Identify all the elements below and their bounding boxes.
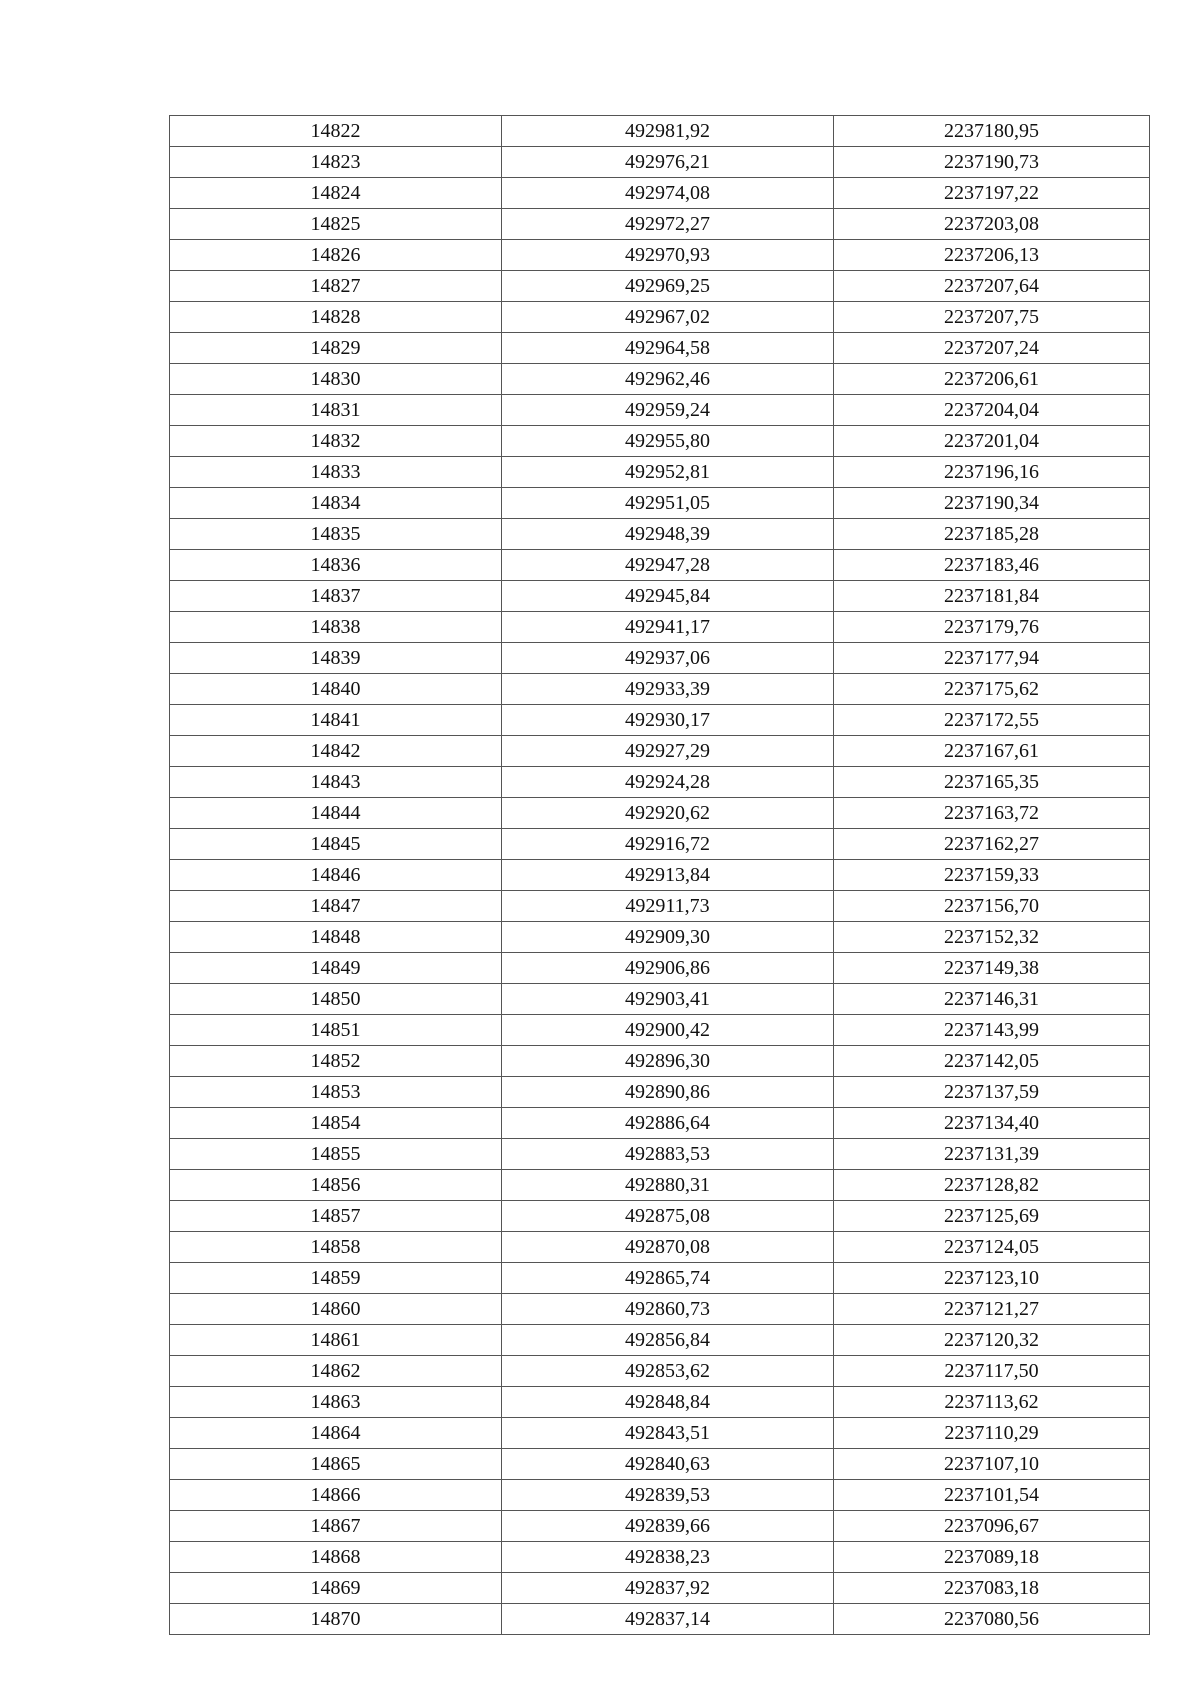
point-number-cell: 14832	[170, 426, 502, 457]
point-number-cell: 14823	[170, 147, 502, 178]
x-coordinate-cell: 492945,84	[502, 581, 834, 612]
y-coordinate-cell: 2237149,38	[834, 953, 1150, 984]
x-coordinate-cell: 492916,72	[502, 829, 834, 860]
table-row	[170, 643, 1150, 674]
point-number-cell: 14864	[170, 1418, 502, 1449]
x-coordinate-cell: 492937,06	[502, 643, 834, 674]
point-number-cell: 14829	[170, 333, 502, 364]
table-row	[170, 705, 1150, 736]
table-row	[170, 1604, 1150, 1635]
table-row	[170, 767, 1150, 798]
point-number-cell: 14865	[170, 1449, 502, 1480]
table-row	[170, 1015, 1150, 1046]
y-coordinate-cell: 2237143,99	[834, 1015, 1150, 1046]
x-coordinate-cell: 492840,63	[502, 1449, 834, 1480]
y-coordinate-cell: 2237181,84	[834, 581, 1150, 612]
table-row	[170, 674, 1150, 705]
point-number-cell: 14839	[170, 643, 502, 674]
y-coordinate-cell: 2237146,31	[834, 984, 1150, 1015]
point-number-cell: 14859	[170, 1263, 502, 1294]
x-coordinate-cell: 492955,80	[502, 426, 834, 457]
table-row	[170, 240, 1150, 271]
table-row	[170, 922, 1150, 953]
y-coordinate-cell: 2237120,32	[834, 1325, 1150, 1356]
point-number-cell: 14870	[170, 1604, 502, 1635]
y-coordinate-cell: 2237203,08	[834, 209, 1150, 240]
point-number-cell: 14846	[170, 860, 502, 891]
point-number-cell: 14835	[170, 519, 502, 550]
x-coordinate-cell: 492838,23	[502, 1542, 834, 1573]
table-row	[170, 426, 1150, 457]
point-number-cell: 14861	[170, 1325, 502, 1356]
table-row	[170, 612, 1150, 643]
point-number-cell: 14834	[170, 488, 502, 519]
y-coordinate-cell: 2237096,67	[834, 1511, 1150, 1542]
point-number-cell: 14849	[170, 953, 502, 984]
point-number-cell: 14841	[170, 705, 502, 736]
x-coordinate-cell: 492959,24	[502, 395, 834, 426]
y-coordinate-cell: 2237110,29	[834, 1418, 1150, 1449]
x-coordinate-cell: 492947,28	[502, 550, 834, 581]
x-coordinate-cell: 492951,05	[502, 488, 834, 519]
x-coordinate-cell: 492906,86	[502, 953, 834, 984]
y-coordinate-cell: 2237196,16	[834, 457, 1150, 488]
y-coordinate-cell: 2237080,56	[834, 1604, 1150, 1635]
point-number-cell: 14853	[170, 1077, 502, 1108]
x-coordinate-cell: 492883,53	[502, 1139, 834, 1170]
y-coordinate-cell: 2237175,62	[834, 674, 1150, 705]
point-number-cell: 14843	[170, 767, 502, 798]
point-number-cell: 14868	[170, 1542, 502, 1573]
table-row	[170, 1263, 1150, 1294]
x-coordinate-cell: 492890,86	[502, 1077, 834, 1108]
table-row	[170, 1232, 1150, 1263]
table-row	[170, 1325, 1150, 1356]
y-coordinate-cell: 2237083,18	[834, 1573, 1150, 1604]
table-row	[170, 1139, 1150, 1170]
point-number-cell: 14869	[170, 1573, 502, 1604]
y-coordinate-cell: 2237134,40	[834, 1108, 1150, 1139]
point-number-cell: 14857	[170, 1201, 502, 1232]
table-row	[170, 1542, 1150, 1573]
x-coordinate-cell: 492967,02	[502, 302, 834, 333]
y-coordinate-cell: 2237206,61	[834, 364, 1150, 395]
table-row	[170, 519, 1150, 550]
y-coordinate-cell: 2237183,46	[834, 550, 1150, 581]
point-number-cell: 14831	[170, 395, 502, 426]
point-number-cell: 14863	[170, 1387, 502, 1418]
x-coordinate-cell: 492969,25	[502, 271, 834, 302]
x-coordinate-cell: 492853,62	[502, 1356, 834, 1387]
x-coordinate-cell: 492974,08	[502, 178, 834, 209]
point-number-cell: 14848	[170, 922, 502, 953]
y-coordinate-cell: 2237128,82	[834, 1170, 1150, 1201]
point-number-cell: 14860	[170, 1294, 502, 1325]
table-row	[170, 1480, 1150, 1511]
x-coordinate-cell: 492941,17	[502, 612, 834, 643]
point-number-cell: 14856	[170, 1170, 502, 1201]
y-coordinate-cell: 2237152,32	[834, 922, 1150, 953]
point-number-cell: 14842	[170, 736, 502, 767]
y-coordinate-cell: 2237207,64	[834, 271, 1150, 302]
table-row	[170, 1511, 1150, 1542]
x-coordinate-cell: 492903,41	[502, 984, 834, 1015]
y-coordinate-cell: 2237172,55	[834, 705, 1150, 736]
table-row	[170, 798, 1150, 829]
y-coordinate-cell: 2237179,76	[834, 612, 1150, 643]
y-coordinate-cell: 2237201,04	[834, 426, 1150, 457]
y-coordinate-cell: 2237207,75	[834, 302, 1150, 333]
x-coordinate-cell: 492839,53	[502, 1480, 834, 1511]
table-row	[170, 271, 1150, 302]
x-coordinate-cell: 492981,92	[502, 116, 834, 147]
x-coordinate-cell: 492920,62	[502, 798, 834, 829]
table-row	[170, 1387, 1150, 1418]
y-coordinate-cell: 2237125,69	[834, 1201, 1150, 1232]
x-coordinate-cell: 492927,29	[502, 736, 834, 767]
table-row	[170, 1418, 1150, 1449]
y-coordinate-cell: 2237177,94	[834, 643, 1150, 674]
y-coordinate-cell: 2237156,70	[834, 891, 1150, 922]
point-number-cell: 14827	[170, 271, 502, 302]
table-row	[170, 333, 1150, 364]
table-row	[170, 395, 1150, 426]
y-coordinate-cell: 2237123,10	[834, 1263, 1150, 1294]
y-coordinate-cell: 2237206,13	[834, 240, 1150, 271]
point-number-cell: 14867	[170, 1511, 502, 1542]
table-row	[170, 302, 1150, 333]
table-row	[170, 457, 1150, 488]
y-coordinate-cell: 2237190,34	[834, 488, 1150, 519]
point-number-cell: 14851	[170, 1015, 502, 1046]
coordinates-table	[169, 115, 1150, 1635]
x-coordinate-cell: 492900,42	[502, 1015, 834, 1046]
point-number-cell: 14852	[170, 1046, 502, 1077]
table-row	[170, 891, 1150, 922]
table-row	[170, 116, 1150, 147]
table-row	[170, 1201, 1150, 1232]
x-coordinate-cell: 492962,46	[502, 364, 834, 395]
table-row	[170, 209, 1150, 240]
x-coordinate-cell: 492837,92	[502, 1573, 834, 1604]
table-row	[170, 1077, 1150, 1108]
point-number-cell: 14837	[170, 581, 502, 612]
y-coordinate-cell: 2237124,05	[834, 1232, 1150, 1263]
point-number-cell: 14836	[170, 550, 502, 581]
point-number-cell: 14828	[170, 302, 502, 333]
point-number-cell: 14838	[170, 612, 502, 643]
point-number-cell: 14824	[170, 178, 502, 209]
y-coordinate-cell: 2237167,61	[834, 736, 1150, 767]
x-coordinate-cell: 492870,08	[502, 1232, 834, 1263]
table-row	[170, 1356, 1150, 1387]
y-coordinate-cell: 2237162,27	[834, 829, 1150, 860]
x-coordinate-cell: 492860,73	[502, 1294, 834, 1325]
y-coordinate-cell: 2237089,18	[834, 1542, 1150, 1573]
table-row	[170, 488, 1150, 519]
point-number-cell: 14825	[170, 209, 502, 240]
x-coordinate-cell: 492948,39	[502, 519, 834, 550]
y-coordinate-cell: 2237163,72	[834, 798, 1150, 829]
point-number-cell: 14822	[170, 116, 502, 147]
x-coordinate-cell: 492930,17	[502, 705, 834, 736]
x-coordinate-cell: 492880,31	[502, 1170, 834, 1201]
x-coordinate-cell: 492886,64	[502, 1108, 834, 1139]
table-row	[170, 1573, 1150, 1604]
table-row	[170, 364, 1150, 395]
table-row	[170, 1108, 1150, 1139]
table-row	[170, 860, 1150, 891]
y-coordinate-cell: 2237107,10	[834, 1449, 1150, 1480]
y-coordinate-cell: 2237117,50	[834, 1356, 1150, 1387]
table-row	[170, 736, 1150, 767]
y-coordinate-cell: 2237142,05	[834, 1046, 1150, 1077]
x-coordinate-cell: 492839,66	[502, 1511, 834, 1542]
x-coordinate-cell: 492848,84	[502, 1387, 834, 1418]
y-coordinate-cell: 2237197,22	[834, 178, 1150, 209]
y-coordinate-cell: 2237190,73	[834, 147, 1150, 178]
x-coordinate-cell: 492865,74	[502, 1263, 834, 1294]
table-row	[170, 829, 1150, 860]
x-coordinate-cell: 492837,14	[502, 1604, 834, 1635]
table-row	[170, 147, 1150, 178]
y-coordinate-cell: 2237137,59	[834, 1077, 1150, 1108]
x-coordinate-cell: 492924,28	[502, 767, 834, 798]
x-coordinate-cell: 492843,51	[502, 1418, 834, 1449]
table-row	[170, 178, 1150, 209]
point-number-cell: 14844	[170, 798, 502, 829]
table-row	[170, 1046, 1150, 1077]
point-number-cell: 14845	[170, 829, 502, 860]
table-row	[170, 1170, 1150, 1201]
x-coordinate-cell: 492875,08	[502, 1201, 834, 1232]
table-row	[170, 984, 1150, 1015]
table-row	[170, 953, 1150, 984]
x-coordinate-cell: 492933,39	[502, 674, 834, 705]
x-coordinate-cell: 492972,27	[502, 209, 834, 240]
y-coordinate-cell: 2237204,04	[834, 395, 1150, 426]
x-coordinate-cell: 492976,21	[502, 147, 834, 178]
table-row	[170, 581, 1150, 612]
point-number-cell: 14855	[170, 1139, 502, 1170]
x-coordinate-cell: 492964,58	[502, 333, 834, 364]
coordinates-table-body	[170, 116, 1150, 1635]
y-coordinate-cell: 2237159,33	[834, 860, 1150, 891]
point-number-cell: 14862	[170, 1356, 502, 1387]
table-row	[170, 1449, 1150, 1480]
y-coordinate-cell: 2237165,35	[834, 767, 1150, 798]
x-coordinate-cell: 492952,81	[502, 457, 834, 488]
point-number-cell: 14866	[170, 1480, 502, 1511]
point-number-cell: 14854	[170, 1108, 502, 1139]
table-row	[170, 1294, 1150, 1325]
y-coordinate-cell: 2237131,39	[834, 1139, 1150, 1170]
point-number-cell: 14833	[170, 457, 502, 488]
table-row	[170, 550, 1150, 581]
x-coordinate-cell: 492896,30	[502, 1046, 834, 1077]
y-coordinate-cell: 2237185,28	[834, 519, 1150, 550]
y-coordinate-cell: 2237121,27	[834, 1294, 1150, 1325]
point-number-cell: 14830	[170, 364, 502, 395]
point-number-cell: 14840	[170, 674, 502, 705]
x-coordinate-cell: 492913,84	[502, 860, 834, 891]
x-coordinate-cell: 492856,84	[502, 1325, 834, 1356]
x-coordinate-cell: 492970,93	[502, 240, 834, 271]
y-coordinate-cell: 2237113,62	[834, 1387, 1150, 1418]
x-coordinate-cell: 492911,73	[502, 891, 834, 922]
point-number-cell: 14826	[170, 240, 502, 271]
y-coordinate-cell: 2237101,54	[834, 1480, 1150, 1511]
point-number-cell: 14847	[170, 891, 502, 922]
y-coordinate-cell: 2237180,95	[834, 116, 1150, 147]
y-coordinate-cell: 2237207,24	[834, 333, 1150, 364]
x-coordinate-cell: 492909,30	[502, 922, 834, 953]
point-number-cell: 14858	[170, 1232, 502, 1263]
point-number-cell: 14850	[170, 984, 502, 1015]
